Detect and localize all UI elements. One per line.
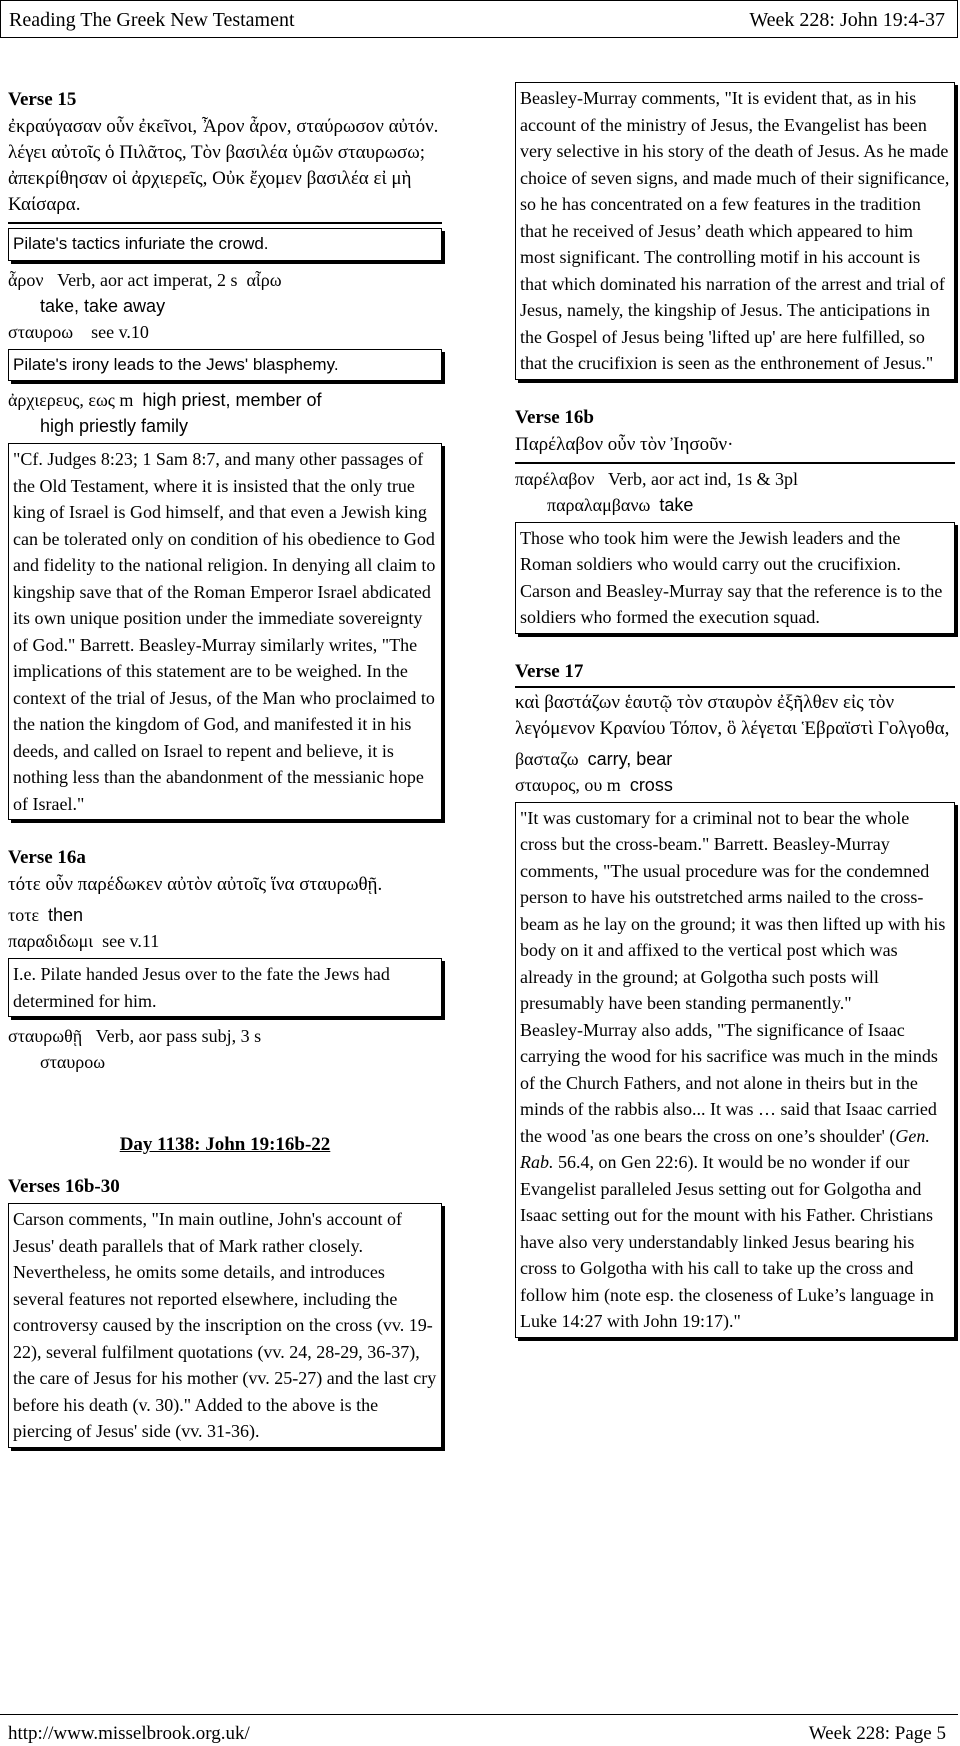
verse-15-note-irony: Pilate's irony leads to the Jews' blasphemy. <box>8 349 442 382</box>
verse-16b-greek: Παρέλαβον οὖν τὸν Ἰησοῦν· <box>515 433 734 455</box>
page-header <box>0 0 958 38</box>
vocab-parse: Verb, aor act imperat, 2 s <box>57 269 238 290</box>
left-column <box>8 88 442 1454</box>
vocab-lemma: παραλαμβανω <box>547 494 651 515</box>
verse-15-greek: ἐκραύγασαν οὖν ἐκεῖνοι, Ἆρον ἆρον, σταύρωσον αὐτόν. λέγει αὐτοῖς ὁ Πιλᾶτος, Τὸν βασιλέα ὑμῶν σταυρωσω; ἀπεκρίθησαν οἱ ἀρχιερεῖς, Οὐκ ἔχομεν βασιλέα εἰ μὴ Καίσαρα. <box>8 114 442 224</box>
vocab-word: σταυροω <box>8 321 74 342</box>
vocab-gloss: see v.11 <box>102 931 160 951</box>
vocab-gloss: take <box>659 494 694 515</box>
vocab-word: παρέλαβον <box>515 468 595 489</box>
vocab-gloss-continued: high priestly family <box>40 416 189 436</box>
verse-15-heading: Verse 15 <box>8 89 77 110</box>
right-column <box>515 88 955 1344</box>
vocab-word: βασταζω <box>515 748 579 769</box>
vocab-gloss: high priest, member of <box>142 390 322 410</box>
vocab-lemma: σταυροω <box>40 1052 106 1072</box>
header-title: Reading The Greek New Testament <box>9 9 295 31</box>
vocab-parelabon <box>515 462 955 518</box>
verse-17-heading: Verse 17 <box>515 660 584 682</box>
vocab-word: ἆρον <box>8 269 44 290</box>
vocab-parse: Verb, aor act ind, 1s & 3pl <box>608 468 798 489</box>
vocab-gloss: take, take away <box>40 295 166 316</box>
verse-15-commentary: "Cf. Judges 8:23; 1 Sam 8:7, and many other passages of the Old Testament, where it is insisted that the only true king of Israel is God himself, and that even a Jewish king can be tolerated only on condition of his obedience to God and fidelity to the national religion. In denying all claim to kingship save that of the Roman Emperor Israel abdicated its own unique position under the immediate sovereignty of God." Barrett. Beasley-Murray similarly writes, "The implications of this statement are to be weighed. In the context of the trial of Jesus, of the Man who proclaimed to the nation the kingdom of God, and manifested it in his deeds, and called on Israel to repent and believe, it is nothing less than the abandonment of the messianic hope of Israel." <box>8 443 442 820</box>
vocab-stauros <box>515 772 955 798</box>
verse-16a-note: I.e. Pilate handed Jesus over to the fate the Jews had determined for him. <box>8 958 442 1017</box>
vocab-gloss: see v.10 <box>91 321 149 342</box>
isaac-text-2: 56.4, on Gen 22:6). It would be no wonder if our Evangelist paralleled Jesus setting out for Golgotha and Isaac setting out for the mount with his Father. Christians have also very understandably linked Jesus bearing his cross to Golgotha with his call to take up the cross and follow him (note esp. the closeness of Luke’s language in Luke 14:27 with John 19:17)." <box>520 1152 934 1331</box>
verses-16b-30-heading: Verses 16b-30 <box>8 1176 120 1197</box>
vocab-aron <box>8 267 442 319</box>
vocab-archiereus <box>8 387 442 439</box>
vocab-stauroo <box>8 319 442 345</box>
vocab-lemma: αἶρω <box>246 269 282 290</box>
verse-17-note-isaac <box>520 1017 950 1335</box>
vocab-parse: Verb, aor pass subj, 3 s <box>95 1026 262 1046</box>
vocab-tote <box>8 902 442 928</box>
verse-17-commentary <box>515 802 955 1338</box>
vocab-word: παραδιδωμι <box>8 931 94 951</box>
vocab-gloss: carry, bear <box>587 748 673 769</box>
verse-17-note-crossbeam: "It was customary for a criminal not to bear the whole cross but the cross-beam." Barrett. Beasley-Murray comments, "The usual procedure was for the condemned person to have his outstretched arms nailed to the cross-beam as he lay on the ground; it was then lifted up with his body on it and affixed to the vertical post which was already in the ground; at Golgotha such posts will presumably have been standing permanently." <box>520 807 946 1013</box>
vocab-word: ἀρχιερευς, εως m <box>8 390 134 410</box>
vocab-staurothe <box>8 1023 442 1075</box>
footer-url: http://www.misselbrook.org.uk/ <box>8 1723 250 1744</box>
page-footer <box>0 1714 958 1745</box>
day-heading: Day 1138: John 19:16b-22 <box>119 1134 331 1155</box>
verse-16b-note: Those who took him were the Jewish leaders and the Roman soldiers who would carry out the crucifixion. Carson and Beasley-Murray say that the reference is to the soldiers who formed the execution squad. <box>515 522 955 634</box>
verse-16a-greek: τότε οὖν παρέδωκεν αὐτὸν αὐτοῖς ἵνα σταυρωθῇ. <box>8 874 383 895</box>
vocab-word: σταυρος, ου m <box>515 774 621 795</box>
vocab-gloss: then <box>48 905 84 925</box>
vocab-bastazo <box>515 746 955 772</box>
isaac-text-1: Beasley-Murray also adds, "The significance of Isaac carrying the wood for his sacrifice was much in the minds of the Church Fathers, and not alone in theirs but in the minds of the rabbis also... It was … said that Isaac carried the wood 'as one bears the cross on one’s shoulder' ( <box>520 1019 938 1146</box>
vocab-word: σταυρωθῇ <box>8 1026 83 1046</box>
vocab-paradidomi <box>8 928 442 954</box>
verse-15-note-tactics: Pilate's tactics infuriate the crowd. <box>8 228 442 261</box>
vocab-gloss: cross <box>629 774 673 795</box>
footer-page: Week 228: Page 5 <box>808 1723 946 1744</box>
verse-16b-heading: Verse 16b <box>515 406 594 428</box>
header-week: Week 228: John 19:4-37 <box>749 9 945 31</box>
isaac-citation: Gen. Rab. <box>520 1125 930 1172</box>
beasley-murray-note: Beasley-Murray comments, "It is evident that, as in his account of the ministry of Jesus, the Evangelist has been very selective in his story of the death of Jesus. As he made choice of seven signs, and made much of their significance, so he has concentrated on a few features in the tradition that he received of Jesus’ death which appeared to him most significant. The controlling motif in his account is that which dominated his narration of the arrest and trial of Jesus, namely, the kingship of Jesus. The anticipations in the Gospel of Jesus being 'lifted up' are here fulfilled, so that the crucifixion is seen as the enthronement of Jesus." <box>515 82 955 380</box>
verse-16a-heading: Verse 16a <box>8 847 86 868</box>
verse-17-greek: καὶ βαστάζων ἑαυτῷ τὸν σταυρὸν ἐξῆλθεν εἰς τὸν λεγόμενον Κρανίου Τόπον, ὃ λέγεται Ἑβραϊστὶ Γολγοθα, <box>515 686 955 742</box>
verses-16b-30-note: Carson comments, "In main outline, John's account of Jesus' death parallels that of Mark rather closely. Nevertheless, he omits some details, and introduces several features not reported elsewhere, including the controversy caused by the inscription on the cross (vv. 19-22), several fulfilment quotations (vv. 24, 28-29, 36-37), the care of Jesus for his mother (vv. 25-27) and the last cry before his death (v. 30)." Added to the above is the piercing of Jesus' side (vv. 31-36). <box>8 1203 442 1448</box>
vocab-word: τοτε <box>8 905 40 925</box>
